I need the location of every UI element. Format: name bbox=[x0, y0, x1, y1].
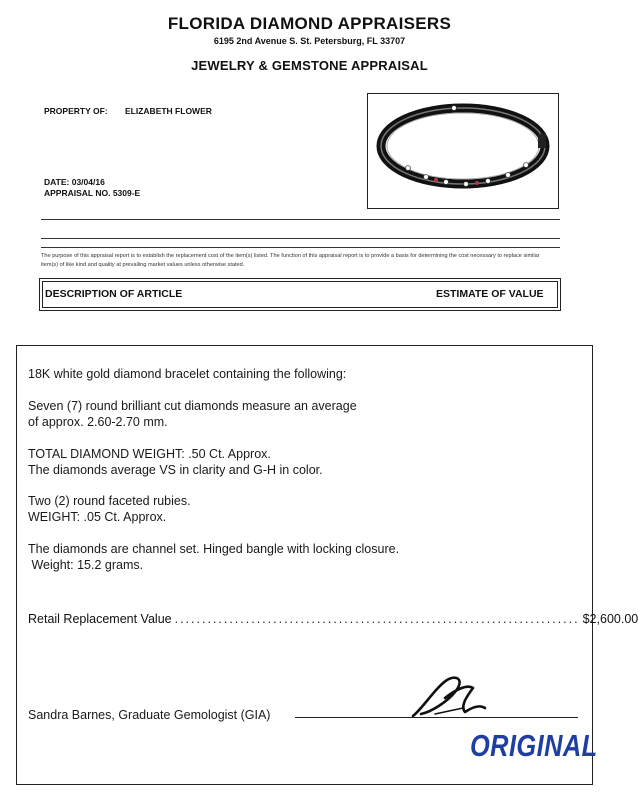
total-diamond-weight: TOTAL DIAMOND WEIGHT: .50 Ct. Approx. bbox=[28, 447, 271, 461]
rubies-description: Two (2) round faceted rubies. bbox=[28, 494, 191, 508]
property-label: PROPERTY OF: bbox=[44, 106, 108, 116]
appraisal-row bbox=[44, 188, 140, 198]
company-address: 6195 2nd Avenue S. St. Petersburg, FL 33707 bbox=[213, 36, 406, 46]
item-description: 18K white gold diamond bracelet containing the following: bbox=[28, 367, 347, 381]
company-name: FLORIDA DIAMOND APPRAISERS bbox=[167, 14, 452, 33]
rubies-weight: WEIGHT: .05 Ct. Approx. bbox=[28, 510, 167, 524]
item-photo-frame bbox=[367, 93, 559, 209]
diamond-quality: The diamonds average VS in clarity and G-H in color. bbox=[28, 463, 323, 477]
date-label: DATE: bbox=[44, 177, 70, 187]
appraisal-label: APPRAISAL NO. bbox=[44, 188, 111, 198]
metal-weight: Weight: 15.2 grams. bbox=[28, 558, 144, 572]
retail-value-row bbox=[28, 612, 638, 626]
retail-value-label: Retail Replacement Value bbox=[28, 612, 172, 626]
date-row bbox=[44, 177, 105, 187]
original-stamp: ORIGINAL bbox=[470, 728, 598, 763]
divider bbox=[41, 247, 560, 248]
bracelet-image bbox=[368, 94, 558, 208]
description-header: DESCRIPTION OF ARTICLE bbox=[45, 288, 183, 300]
handwritten-signature bbox=[405, 668, 495, 723]
divider bbox=[41, 219, 560, 220]
appraiser-name: Sandra Barnes, Graduate Gemologist (GIA) bbox=[28, 708, 271, 722]
estimate-header: ESTIMATE OF VALUE bbox=[436, 288, 544, 300]
retail-value-amount: $2,600.00 bbox=[582, 612, 638, 626]
property-value: ELIZABETH FLOWER bbox=[125, 106, 212, 116]
divider bbox=[41, 238, 560, 239]
document-title: JEWELRY & GEMSTONE APPRAISAL bbox=[191, 58, 428, 73]
date-value: 03/04/16 bbox=[71, 177, 105, 187]
appraisal-value: 5309-E bbox=[112, 188, 141, 198]
diamonds-line-1: Seven (7) round brilliant cut diamonds measure an average bbox=[28, 399, 357, 413]
diamonds-line-2: of approx. 2.60-2.70 mm. bbox=[28, 415, 168, 429]
purpose-statement: The purpose of this appraisal report is to establish the replacement cost of the item(s) listed. The function of this appraisal report is to provide a basis for determining the cost necessary to replace similar item(s) of like kind and quality at prevailing market values unless otherwise stated. bbox=[41, 253, 540, 268]
setting-description: The diamonds are channel set. Hinged bangle with locking closure. bbox=[28, 542, 400, 556]
leader-dots: .......................................................................... bbox=[174, 612, 580, 626]
